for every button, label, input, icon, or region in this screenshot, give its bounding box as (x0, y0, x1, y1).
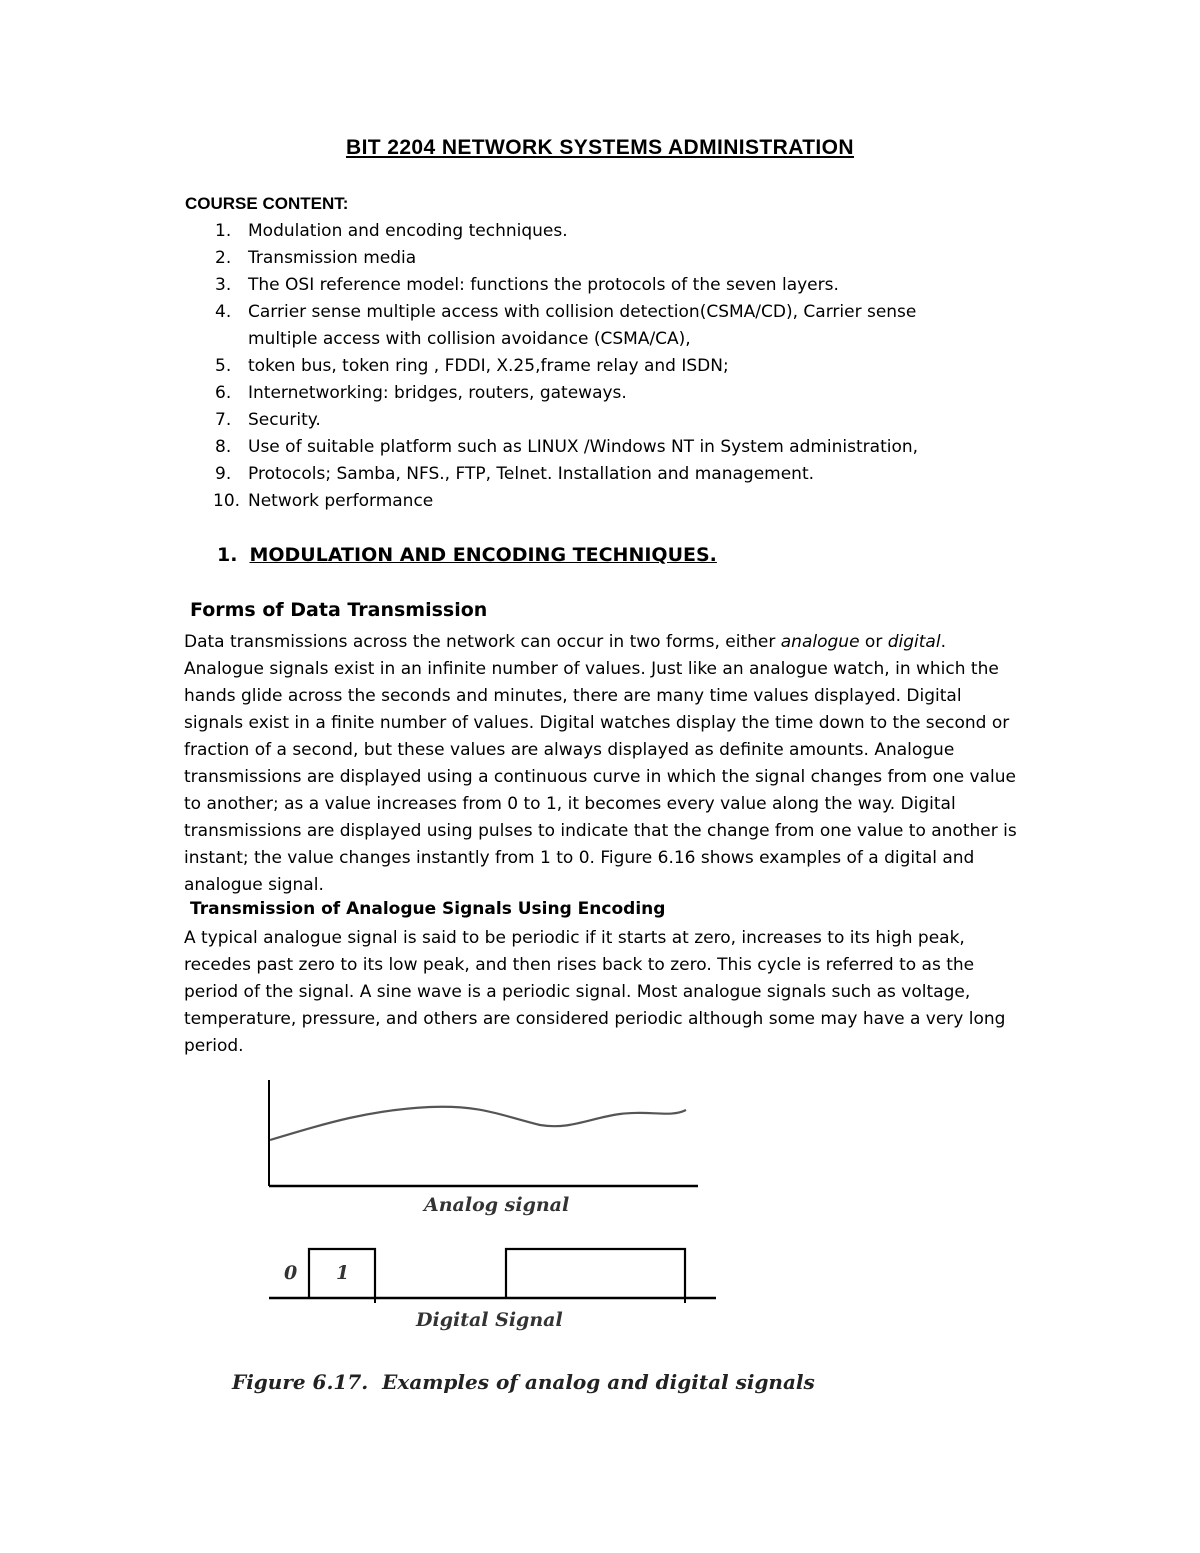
analog-signal-label: Analog signal (424, 1194, 570, 1216)
list-item-text: Internetworking: bridges, routers, gateways. (248, 383, 627, 403)
course-content-list (185, 218, 1005, 515)
list-item (185, 245, 1005, 272)
course-content-heading: COURSE CONTENT: (185, 194, 349, 213)
list-item-text: Protocols; Samba, NFS., FTP, Telnet. Installation and management. (248, 464, 815, 484)
list-item (185, 218, 1005, 245)
list-item-text: Network performance (248, 491, 434, 511)
digital-pulse-1 (309, 1249, 375, 1298)
paragraph-forms (184, 629, 1024, 899)
list-number: 5. (215, 356, 232, 376)
section-title: MODULATION AND ENCODING TECHNIQUES. (249, 544, 717, 566)
list-item (185, 488, 1005, 515)
list-number: 10. (213, 491, 241, 511)
list-number: 4. (215, 302, 232, 322)
list-item (185, 407, 1005, 434)
list-item-text: Security. (248, 410, 321, 430)
list-number: 8. (215, 437, 232, 457)
list-item (185, 299, 1005, 353)
digital-pulse-2 (506, 1249, 685, 1298)
list-item (185, 434, 1005, 461)
list-item-text: token bus, token ring , FDDI, X.25,frame relay and ISDN; (248, 356, 729, 376)
bit-zero-label: 0 (284, 1262, 298, 1284)
list-item-text: Modulation and encoding techniques. (248, 221, 568, 241)
list-number: 7. (215, 410, 232, 430)
paragraph-text: . Analogue signals exist in an infinite number of values. Just like an analogue watch, in which the hands glide across the seconds and minutes, there are many time values displayed. Digital signals exist in a finite number of values. Digital watches display the time down to the second or fraction of a second, but these values are always displayed as definite amounts. Analogue transmissions are displayed using a continuous curve in which the signal changes from one value to another; as a value increases from 0 to 1, it becomes every value along the way. Digital transmissions are displayed using pulses to indicate that the change from one value to another is instant; the value changes instantly from 1 to 0. Figure 6.16 shows examples of a digital and analogue signal. (184, 632, 1017, 895)
list-item-text-continued: multiple access with collision avoidance (CSMA/CA), (248, 329, 691, 349)
list-item (185, 272, 1005, 299)
list-item-text: The OSI reference model: functions the protocols of the seven layers. (248, 275, 839, 295)
section-number: 1. (217, 544, 238, 566)
list-item-text: Use of suitable platform such as LINUX /Windows NT in System administration, (248, 437, 919, 457)
digital-signal-label: Digital Signal (416, 1309, 563, 1331)
list-item-text: Carrier sense multiple access with collision detection(CSMA/CD), Carrier sense (248, 302, 917, 322)
list-number: 9. (215, 464, 232, 484)
list-number: 2. (215, 248, 232, 268)
list-number: 1. (215, 221, 232, 241)
emphasis-analogue: analogue (780, 632, 860, 652)
bit-one-label: 1 (336, 1262, 350, 1284)
analog-waveform (270, 1107, 686, 1140)
list-number: 6. (215, 383, 232, 403)
encoding-heading: Transmission of Analogue Signals Using Encoding (190, 899, 666, 919)
document-title: BIT 2204 NETWORK SYSTEMS ADMINISTRATION (346, 136, 854, 159)
list-item-text: Transmission media (248, 248, 417, 268)
paragraph-text: Data transmissions across the network can occur in two forms, either (184, 632, 781, 652)
paragraph-text: or (859, 632, 888, 652)
list-item (185, 461, 1005, 488)
list-item (185, 380, 1005, 407)
list-number: 3. (215, 275, 232, 295)
section-heading (217, 544, 717, 566)
figure-caption: Figure 6.17. Examples of analog and digital signals (232, 1370, 815, 1394)
emphasis-digital: digital (887, 632, 941, 652)
forms-heading: Forms of Data Transmission (190, 599, 488, 621)
paragraph-encoding: A typical analogue signal is said to be periodic if it starts at zero, increases to its high peak, recedes past zero to its low peak, and then rises back to zero. This cycle is referred to as the period of the signal. A sine wave is a periodic signal. Most analogue signals such as voltage, temperature, pressure, and others are considered periodic although some may have a very long period. (184, 928, 1006, 1056)
list-item (185, 353, 1005, 380)
